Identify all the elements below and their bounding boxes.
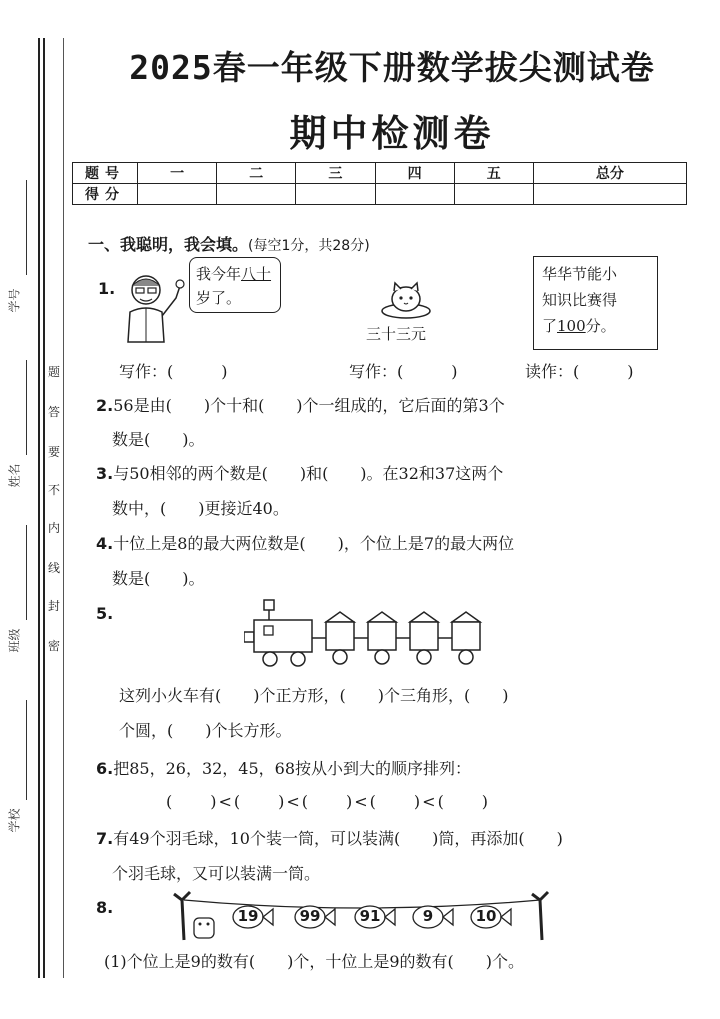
question-number: 3.	[96, 464, 114, 483]
score-input-cell[interactable]	[533, 184, 686, 205]
section-heading	[88, 232, 370, 255]
binding-line-outer	[38, 38, 40, 978]
fish-number: 91	[359, 907, 381, 925]
question-8-sub-1: (1)个位上是9的数有( )个，十位上是9的数有( )个。	[104, 952, 524, 971]
question-number: 5.	[96, 604, 114, 623]
question-text: 十位上是8的最大两位数是( )，个位上是7的最大两位	[113, 534, 515, 553]
score-cell: 总分	[533, 163, 686, 184]
section-title: 一、我聪明，我会填。	[88, 235, 249, 254]
question-5-line-1: 这列小火车有( )个正方形，( )个三角形，( )	[119, 686, 509, 705]
score-input-cell[interactable]	[138, 184, 217, 205]
question-7-line-1	[96, 826, 563, 849]
fish-tag	[410, 901, 454, 933]
box-line-1: 华华节能小	[542, 265, 618, 283]
box-underlined-number: 100	[557, 317, 586, 335]
question-text: 把85，26，32，45，68按从小到大的顺序排列：	[113, 759, 472, 778]
score-cell: 题号	[73, 163, 138, 184]
question-3-line-1	[96, 461, 503, 484]
score-input-cell[interactable]	[375, 184, 454, 205]
answer-write-1[interactable]: 写作：( )	[119, 362, 228, 381]
speech-bubble	[189, 257, 281, 313]
price-label: 三十三元	[366, 325, 427, 343]
ordering-answer-blanks[interactable]: ( )<( )<( )<( )<( )	[166, 792, 491, 811]
binding-label-class: 班级	[7, 628, 22, 653]
seal-char: 密	[47, 639, 60, 653]
class-blank[interactable]	[26, 525, 27, 620]
binding-strip	[0, 0, 70, 1019]
fish-tag	[292, 901, 336, 933]
score-cell: 二	[217, 163, 296, 184]
box-text: 了	[542, 317, 558, 335]
fish-number: 99	[299, 907, 321, 925]
question-4-line-1	[96, 531, 514, 554]
binding-label-school: 学校	[7, 808, 22, 833]
bubble-line-1	[196, 262, 274, 286]
name-blank[interactable]	[26, 360, 27, 455]
bubble-underlined-text: 八十	[241, 265, 272, 283]
question-2-line-2: 数是( )。	[112, 430, 205, 449]
binding-line-dash	[63, 38, 64, 978]
box-line-3	[542, 313, 649, 339]
score-input-cell[interactable]	[296, 184, 375, 205]
student-id-blank[interactable]	[26, 180, 27, 275]
score-table-score-row	[73, 184, 687, 205]
exam-page	[70, 0, 720, 1019]
binding-line-inner	[43, 38, 45, 978]
exam-subtitle: 期中检测卷	[289, 112, 495, 155]
answer-read[interactable]: 读作：( )	[525, 362, 634, 381]
section-note: (每空1分，共28分)	[248, 238, 370, 254]
score-cell: 三	[296, 163, 375, 184]
binding-label-name: 姓名	[7, 463, 22, 488]
question-text: 56是由( )个十和( )个一组成的，它后面的第3个	[113, 396, 505, 415]
question-5-line-2: 个圆，( )个长方形。	[119, 721, 292, 740]
question-number: 1.	[98, 279, 116, 298]
bubble-text: 我今年	[196, 265, 242, 283]
seal-char: 不	[47, 483, 60, 497]
answer-write-2[interactable]: 写作：( )	[349, 362, 458, 381]
score-table-header-row	[73, 163, 687, 184]
score-cell: 得分	[73, 184, 138, 205]
question-number: 8.	[96, 898, 114, 917]
fish-number: 10	[475, 907, 497, 925]
cat-plate-illustration	[380, 281, 432, 321]
score-table	[72, 162, 687, 205]
seal-char: 要	[47, 445, 60, 459]
score-input-cell[interactable]	[454, 184, 533, 205]
score-cell: 五	[454, 163, 533, 184]
train-car	[326, 612, 354, 664]
question-2-line-1	[96, 393, 505, 416]
question-6-line-1	[96, 756, 471, 779]
box-line-2: 知识比赛得	[542, 291, 618, 309]
score-cell: 四	[375, 163, 454, 184]
fish-tag	[230, 901, 274, 933]
exam-title: 2025春一年级下册数学拔尖测试卷	[129, 48, 655, 87]
train-car	[368, 612, 396, 664]
question-7-line-2: 个羽毛球，又可以装满一筒。	[112, 864, 321, 883]
school-blank[interactable]	[26, 700, 27, 800]
binding-label-student-id: 学号	[7, 288, 22, 313]
question-text: 与50相邻的两个数是( )和( )。在32和37这两个	[113, 464, 504, 483]
train-illustration	[244, 598, 496, 670]
question-number: 7.	[96, 829, 114, 848]
contest-note-box	[533, 256, 658, 350]
bubble-line-2: 岁了。	[196, 289, 242, 307]
score-input-cell[interactable]	[217, 184, 296, 205]
seal-char: 内	[47, 521, 60, 535]
question-number: 2.	[96, 396, 114, 415]
question-number: 6.	[96, 759, 114, 778]
question-text: 有49个羽毛球，10个装一筒，可以装满( )筒，再添加( )	[113, 829, 563, 848]
question-3-line-2: 数中，( )更接近40。	[112, 499, 289, 518]
question-4-line-2: 数是( )。	[112, 569, 205, 588]
grandpa-illustration	[118, 268, 190, 346]
question-number: 4.	[96, 534, 114, 553]
fish-tag	[352, 901, 396, 933]
train-car	[410, 612, 438, 664]
fish-tag	[468, 901, 512, 933]
box-text: 分。	[585, 317, 616, 335]
seal-char: 题	[47, 365, 60, 379]
score-cell: 一	[138, 163, 217, 184]
fish-number: 19	[237, 907, 259, 925]
seal-char: 封	[47, 599, 60, 613]
fish-number: 9	[422, 907, 434, 925]
seal-char: 答	[47, 405, 60, 419]
train-car	[452, 612, 480, 664]
seal-char: 线	[47, 561, 60, 575]
